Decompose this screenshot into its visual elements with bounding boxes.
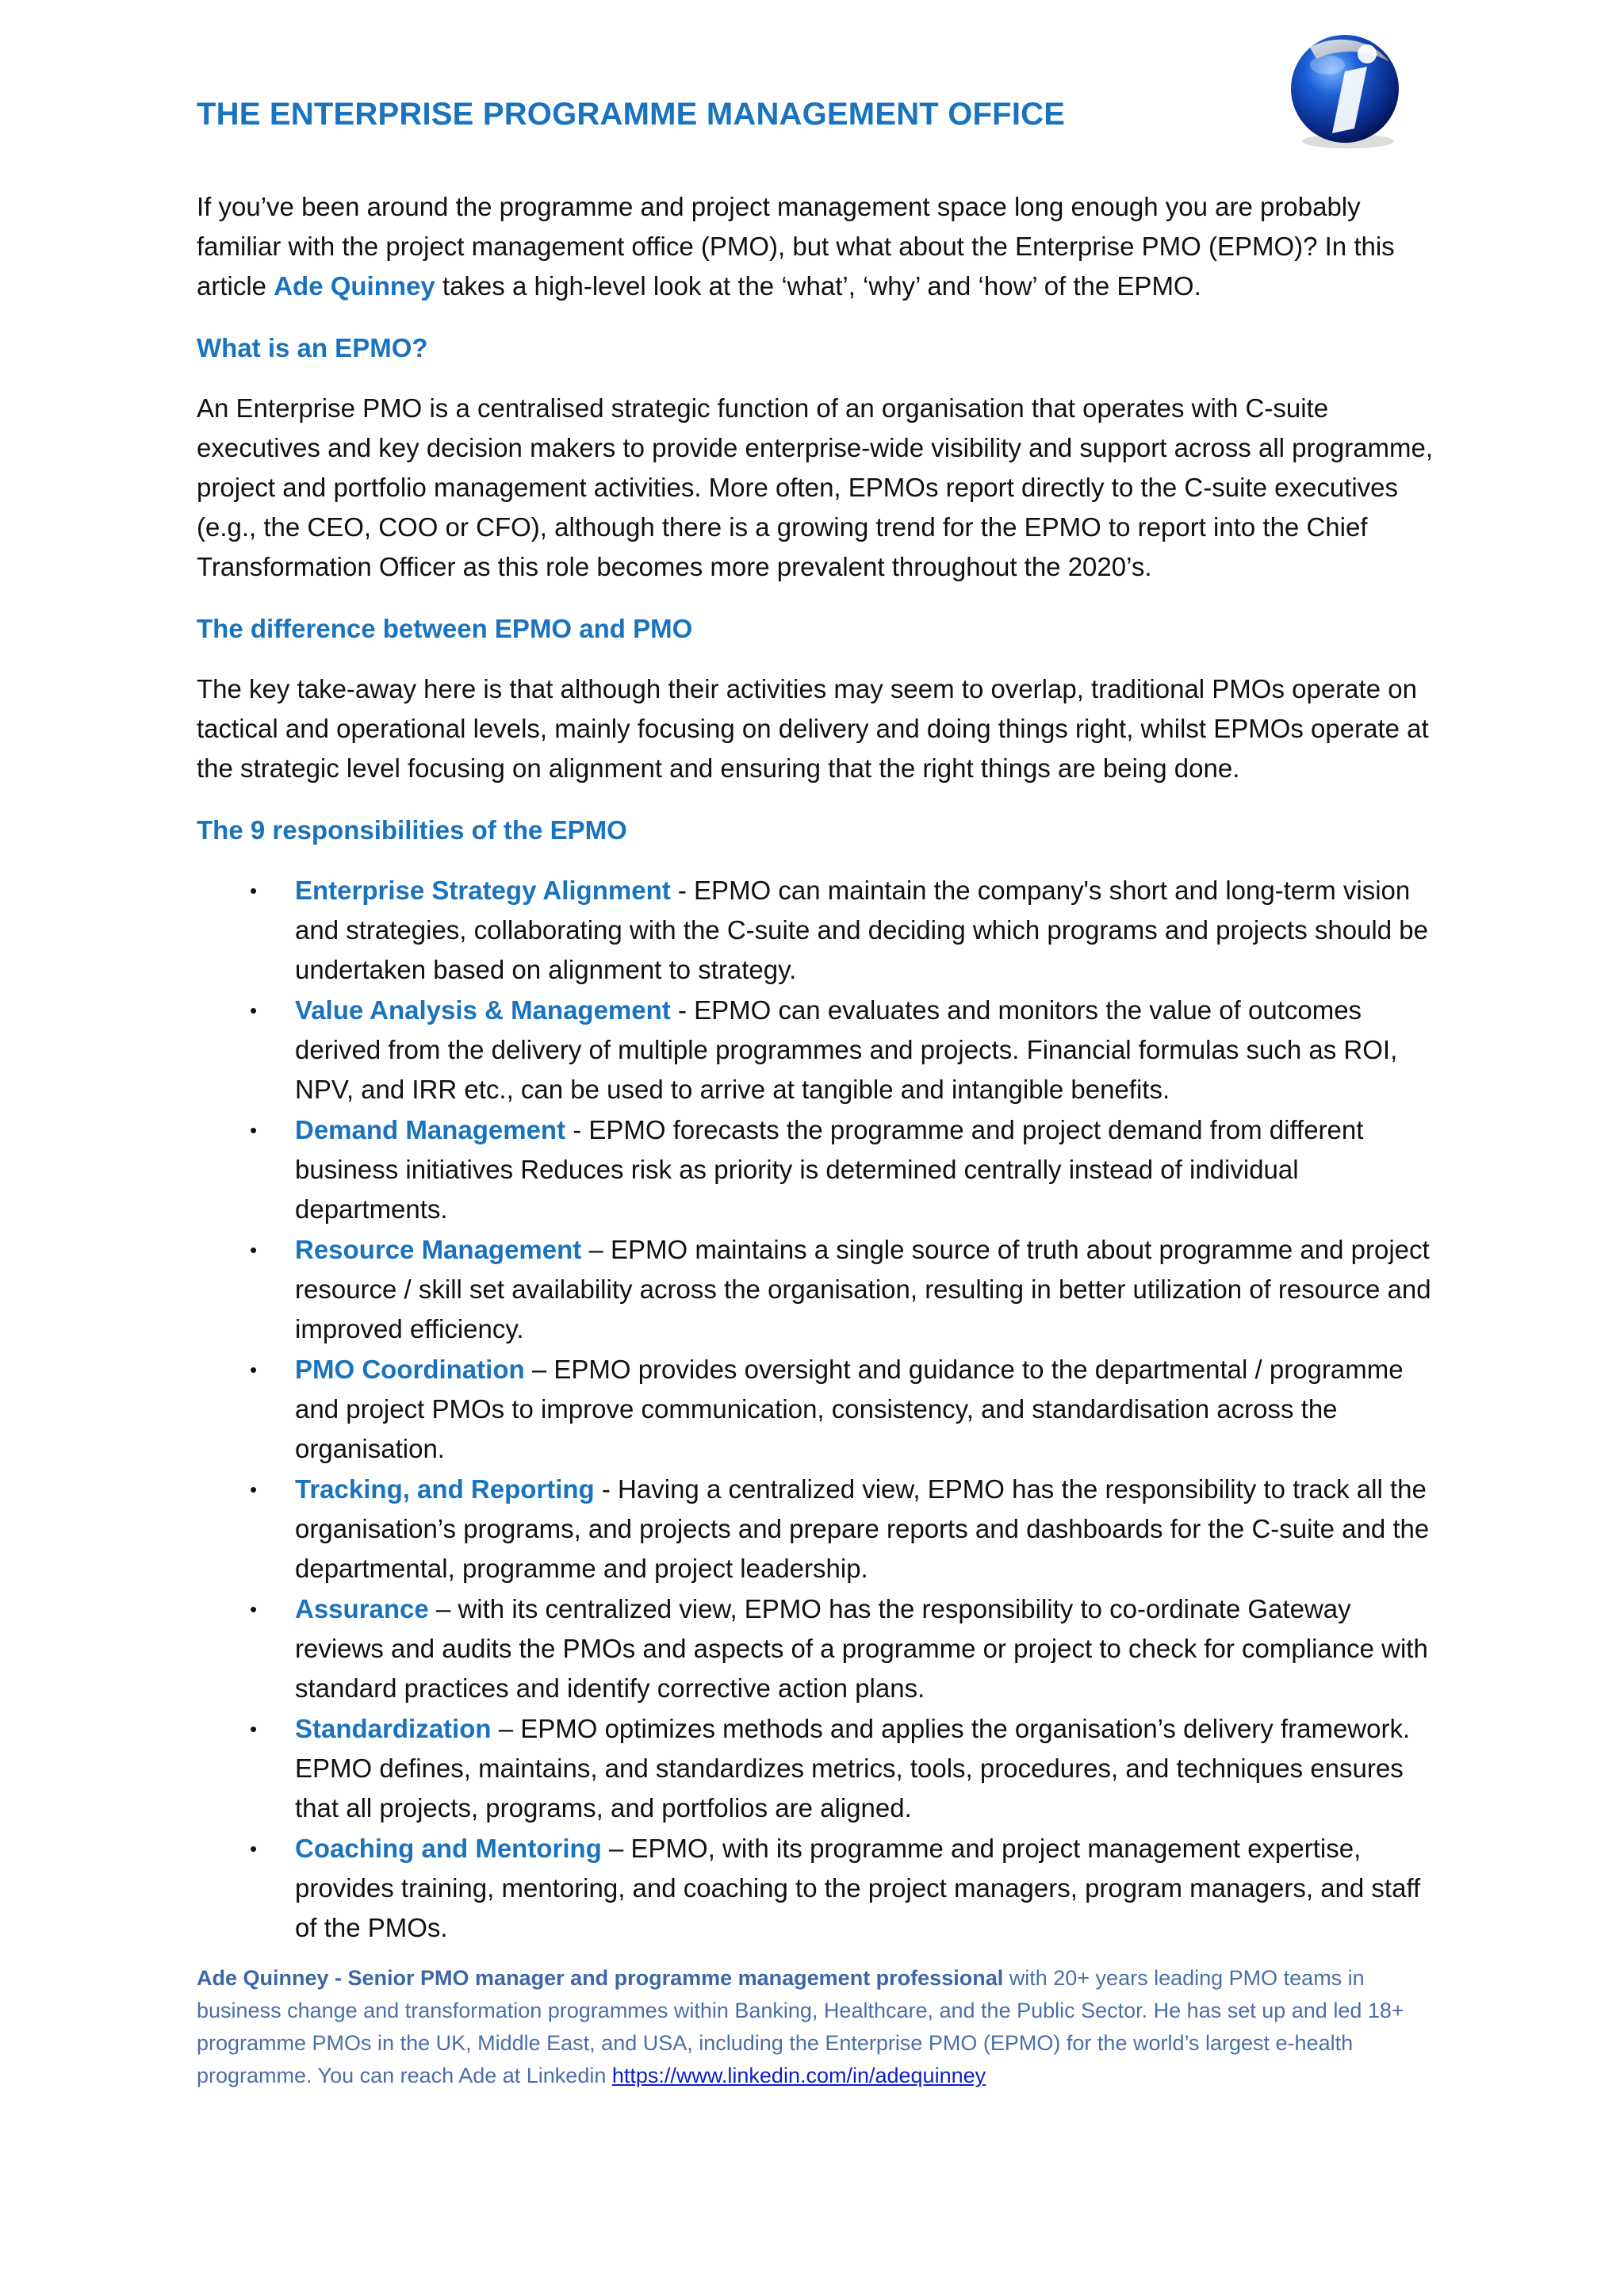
item-text: EPMO provides oversight and guidance to the departmental / programme and project PMOs to improve communication, consistency, and standardisation across the organisation.: [295, 1355, 1404, 1463]
item-separator: –: [428, 1594, 458, 1623]
author-bio-name: Ade Quinney - Senior PMO manager and programme management professional: [197, 1966, 1004, 1990]
bullet-icon: •: [250, 1478, 258, 1501]
item-title: Tracking, and Reporting: [295, 1474, 595, 1504]
item-title: Enterprise Strategy Alignment: [295, 876, 671, 905]
bullet-icon: •: [250, 1358, 258, 1382]
item-title: Demand Management: [295, 1115, 566, 1144]
list-item: [197, 1829, 1434, 1948]
item-text: EPMO optimizes methods and applies the organisation’s delivery framework. EPMO defines, maintains, and standardizes metrics, tools, procedures, and techniques ensures that all projects, programs, and portfolios are aligned.: [295, 1714, 1411, 1823]
bullet-icon: •: [250, 999, 258, 1022]
item-title: Value Analysis & Management: [295, 995, 671, 1025]
bullet-icon: •: [250, 1717, 258, 1741]
article-body: [197, 187, 1434, 2092]
author-bio-text: with 20+ years leading PMO teams in business change and transformation programmes within Banking, Healthcare, and the Public Sector. He has set up and led 18+ programme PMOs in the UK, Middle East, and USA, including the Enterprise PMO (EPMO) for the world’s largest e-health programme. You can reach Ade at Linkedin: [197, 1966, 1404, 2087]
list-item: [197, 1709, 1434, 1828]
list-item: [197, 1230, 1434, 1349]
item-text: EPMO can evaluates and monitors the value of outcomes derived from the delivery of multiple programmes and projects. Financial formulas such as ROI, NPV, and IRR etc., can be used to arrive at tangible and intangible benefits.: [295, 995, 1398, 1104]
list-item: [197, 1350, 1434, 1469]
list-item: [197, 991, 1434, 1110]
item-separator: -: [670, 995, 695, 1025]
author-bio: [197, 1962, 1434, 2092]
item-text: with its centralized view, EPMO has the responsibility to co-ordinate Gateway reviews and audits the PMOs and aspects of a programme or project to check for compliance with standard practices and identify corrective action plans.: [295, 1594, 1428, 1703]
item-separator: -: [565, 1115, 589, 1144]
item-title: PMO Coordination: [295, 1355, 525, 1384]
bullet-icon: •: [250, 1597, 258, 1621]
section-paragraph-what-is-epmo: An Enterprise PMO is a centralised strategic function of an organisation that operates with C-suite executives and key decision makers to provide enterprise-wide visibility and support across all programme, project and portfolio management activities. More often, EPMOs report directly to the C-suite executives (e.g., the CEO, COO or CFO), although there is a growing trend for the EPMO to report into the Chief Transformation Officer as this role becomes more prevalent throughout the 2020’s.: [197, 393, 1434, 581]
item-separator: –: [601, 1834, 631, 1863]
item-text: EPMO can maintain the company's short and long-term vision and strategies, collaborating with the C-suite and deciding which programs and projects should be undertaken based on alignment to strategy.: [295, 876, 1428, 984]
item-separator: –: [491, 1714, 521, 1743]
bullet-icon: •: [250, 1118, 258, 1142]
intro-paragraph: [197, 187, 1434, 306]
list-item: [197, 871, 1434, 990]
item-text: EPMO, with its programme and project management expertise, provides training, mentoring, and coaching to the project managers, program managers, and staff of the PMOs.: [295, 1834, 1421, 1942]
item-separator: -: [594, 1474, 619, 1504]
section-paragraph-difference: The key take-away here is that although their activities may seem to overlap, traditional PMOs operate on tactical and operational levels, mainly focusing on delivery and doing things right, whilst EPMOs operate at the strategic level focusing on alignment and ensuring that the right things are being done.: [197, 674, 1429, 783]
section-heading-what-is-epmo: What is an EPMO?: [197, 333, 428, 362]
company-logo-icon: [1278, 24, 1413, 155]
item-title: Resource Management: [295, 1235, 582, 1264]
responsibilities-list: [197, 871, 1434, 1948]
item-text: EPMO forecasts the programme and project demand from different business initiatives Reduces risk as priority is determined centrally instead of individual departments.: [295, 1115, 1364, 1224]
list-item: [197, 1589, 1434, 1708]
item-text: EPMO maintains a single source of truth about programme and project resource / skill set availability across the organisation, resulting in better utilization of resource and improved efficiency.: [295, 1235, 1431, 1343]
list-item: [197, 1110, 1434, 1229]
bullet-icon: •: [250, 1837, 258, 1861]
intro-text-before: If you’ve been around the programme and project management space long enough you are probably familiar with the project management office (PMO), but what about the Enterprise PMO (EPMO)? In this article: [197, 192, 1395, 301]
item-separator: –: [524, 1355, 554, 1384]
item-title: Coaching and Mentoring: [295, 1834, 602, 1863]
linkedin-link[interactable]: https://www.linkedin.com/in/adequinney: [611, 2064, 986, 2087]
section-heading-responsibilities: The 9 responsibilities of the EPMO: [197, 815, 627, 845]
item-separator: –: [581, 1235, 611, 1264]
item-separator: -: [670, 876, 695, 905]
section-heading-difference: The difference between EPMO and PMO: [197, 614, 693, 643]
item-title: Assurance: [295, 1594, 429, 1623]
list-item: [197, 1470, 1434, 1589]
author-name: Ade Quinney: [274, 271, 435, 301]
intro-text-after: takes a high-level look at the ‘what’, ‘why’ and ‘how’ of the EPMO.: [435, 271, 1201, 301]
bullet-icon: •: [250, 879, 258, 903]
item-title: Standardization: [295, 1714, 492, 1743]
bullet-icon: •: [250, 1238, 258, 1262]
page-title: THE ENTERPRISE PROGRAMME MANAGEMENT OFFICE: [197, 97, 1066, 132]
item-text: Having a centralized view, EPMO has the responsibility to track all the organisation’s programs, and projects and prepare reports and dashboards for the C-suite and the departmental, programme and project leadership.: [295, 1474, 1430, 1583]
